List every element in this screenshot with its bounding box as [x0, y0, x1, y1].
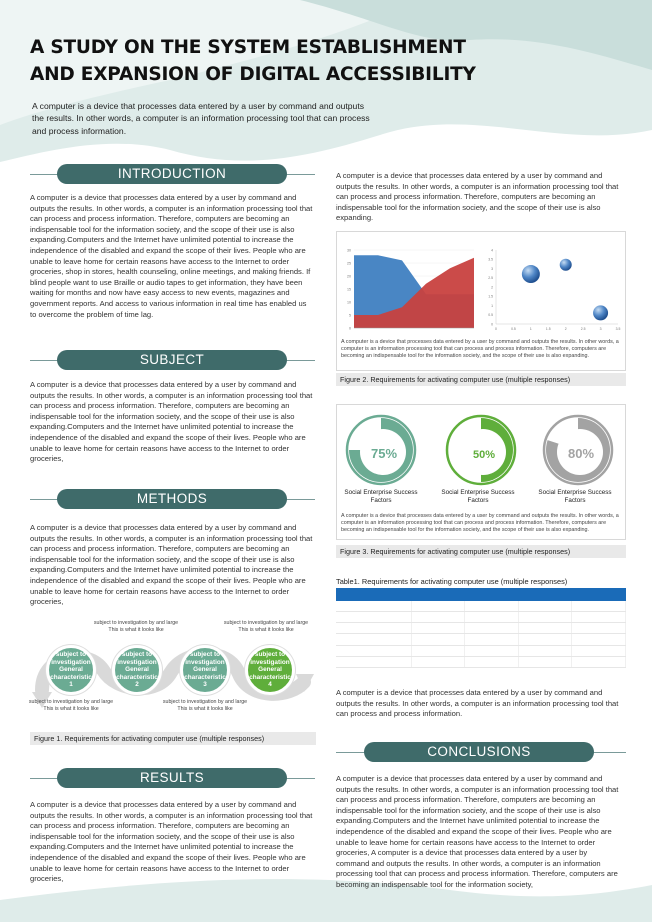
table-cell	[411, 611, 465, 622]
table-row	[336, 600, 626, 611]
bubble-point	[560, 259, 572, 271]
y-tick-label: 2.5	[488, 276, 493, 281]
figure2-caption: Figure 2. Requirements for activating computer use (multiple responses)	[336, 373, 626, 386]
pie-caption: Social Enterprise Success Factors	[441, 489, 515, 504]
lead-paragraph: A computer is a device that processes data entered by a user by command and outputs the results. In other words, a computer is an information processing tool that can process and process information.	[32, 101, 370, 136]
table-row	[336, 645, 626, 656]
y-tick-label: 1	[491, 303, 493, 308]
y-tick-label: 15	[347, 287, 351, 292]
subject-text: A computer is a device that processes data entered by a user by command and outputs the results. In other words, a computer is an information processing tool that can process and process information. Therefore, computers are becoming an indispensable tool for the information society, and the scope of their use is also expanding.Computers and the Internet have unlimited potential to increase the independence of the disabled and expand the scope of their lives. People who are unable to leave home for certain reasons have access to the Internet to order groceries,	[30, 380, 313, 464]
table-cell	[336, 645, 411, 656]
table-cell	[465, 623, 519, 634]
x-tick-label: 3.5	[615, 327, 621, 331]
table-cell	[411, 645, 465, 656]
introduction-heading: INTRODUCTION	[57, 164, 287, 184]
y-tick-label: 4	[491, 248, 493, 253]
flow-note: subject to investigation by and large This is what it looks like	[162, 699, 248, 712]
table-cell	[572, 623, 626, 634]
table-cell	[518, 600, 572, 611]
pie-caption: Social Enterprise Success Factors	[538, 489, 612, 504]
table-cell	[572, 634, 626, 645]
table-cell	[465, 656, 519, 667]
table1-title: Table1. Requirements for activating computer use (multiple responses)	[336, 577, 568, 586]
y-tick-label: 0.5	[488, 313, 493, 318]
table-cell	[411, 588, 465, 600]
table-row	[336, 588, 626, 600]
x-tick-label: 0	[495, 327, 497, 331]
x-tick-label: 2.5	[580, 327, 586, 331]
conclusions-text: A computer is a device that processes data entered by a user by command and outputs the results. In other words, a computer is an information processing tool that can process and process information. Therefore, computers are becoming an indispensable tool for the information society, and the scope of their use is also expanding.Computers and the Internet have unlimited potential to increase the independence of the disabled and expand the scope of their lives. People who are unable to leave home for certain reasons have access to the Internet to order groceries, A computer is a device that processes data entered by a user by command and outputs the results. In other words, a computer is an information processing tool that can process and process information. Therefore, computers are becoming an indispensable tool for the information society,	[336, 774, 619, 889]
figure1-caption: Figure 1. Requirements for activating computer use (multiple responses)	[30, 732, 316, 745]
table-cell	[336, 588, 411, 600]
table-cell	[411, 634, 465, 645]
bubble-point	[593, 305, 608, 320]
introduction-text: A computer is a device that processes data entered by a user by command and outputs the results. In other words, a computer is an information processing tool that can process and process information. Therefore, computers are becoming an indispensable tool for the information society, and the scope of their use is also expanding.Computers and the Internet have unlimited potential to increase the independence of the disabled and expand the scope of their lives. People who are unable to leave home for certain reasons have access to the Internet to order groceries, shop in stores, health counseling, online meetings, and making friends. If blind people want to use Braille or audio tapes to get information, they have been waiting for months and now have easy access to new events, magazines and government reports. And access to various information in real time has enabled us to overcome the problem of time lag.	[30, 193, 313, 319]
area-chart	[340, 244, 480, 336]
table-cell	[518, 656, 572, 667]
y-tick-label: 2	[491, 285, 493, 290]
y-tick-label: 30	[347, 248, 351, 253]
table-cell	[465, 634, 519, 645]
y-tick-label: 3	[491, 266, 493, 271]
table-cell	[518, 611, 572, 622]
table-cell	[465, 611, 519, 622]
y-tick-label: 1.5	[488, 294, 493, 299]
table-cell	[518, 588, 572, 600]
x-tick-label: 0.5	[511, 327, 516, 331]
x-tick-label: 1.5	[545, 327, 551, 331]
table-cell	[465, 645, 519, 656]
table-cell	[336, 600, 411, 611]
x-tick-label: 3	[599, 327, 602, 331]
table-cell	[572, 588, 626, 600]
table-row	[336, 611, 626, 622]
flow-step-3: subject to investigation General characteristic 3	[180, 645, 230, 695]
flow-step-4: subject to investigation General characteristic 4	[245, 645, 295, 695]
flow-step-2: subject to investigation General characteristic 2	[112, 645, 162, 695]
y-tick-label: 10	[347, 300, 351, 305]
bubble-point	[522, 265, 540, 283]
subject-heading: SUBJECT	[57, 350, 287, 370]
table-cell	[336, 611, 411, 622]
y-tick-label: 5	[349, 313, 351, 318]
table-cell	[572, 656, 626, 667]
pie-value-label: 80%	[567, 446, 595, 461]
figure3-note: A computer is a device that processes data entered by a user by command and outputs the results. In other words, a computer is an information processing tool that can process and process information. Therefore, computers are becoming an indispensable tool for the information society, and the scope of their use is also expanding.	[341, 513, 619, 534]
table-cell	[572, 600, 626, 611]
table-row	[336, 656, 626, 667]
right-after-table-text: A computer is a device that processes data entered by a user by command and outputs the results. In other words, a computer is an information processing tool that can process and process information.	[336, 688, 619, 719]
y-tick-label: 3.5	[488, 257, 493, 262]
table-cell	[411, 600, 465, 611]
table-cell	[518, 623, 572, 634]
results-text: A computer is a device that processes data entered by a user by command and outputs the results. In other words, a computer is an information processing tool that can process and process information. Therefore, computers are becoming an indispensable tool for the information society, and the scope of their use is also expanding.Computers and the Internet have unlimited potential to increase the independence of the disabled and expand the scope of their lives. People who are unable to leave home for certain reasons have access to the Internet to order groceries,	[30, 800, 313, 884]
results-heading: RESULTS	[57, 768, 287, 788]
poster-title: A STUDY ON THE SYSTEM ESTABLISHMENT AND EXPANSION OF DIGITAL ACCESSIBILITY	[30, 37, 476, 85]
pie-charts	[336, 408, 626, 488]
methods-heading: METHODS	[57, 489, 287, 509]
table-cell	[336, 656, 411, 667]
right-intro-text: A computer is a device that processes data entered by a user by command and outputs the results. In other words, a computer is an information processing tool that can process and process information. Therefore, computers are becoming an indispensable tool for the information society, and the scope of their use is also expanding.	[336, 171, 619, 223]
conclusions-heading: CONCLUSIONS	[364, 742, 594, 762]
table-cell	[336, 623, 411, 634]
table-cell	[411, 623, 465, 634]
flow-note: subject to investigation by and large This is what it looks like	[93, 620, 179, 633]
y-tick-label: 0	[349, 326, 351, 331]
table-cell	[465, 600, 519, 611]
methods-text: A computer is a device that processes data entered by a user by command and outputs the results. In other words, a computer is an information processing tool that can process and process information. Therefore, computers are becoming an indispensable tool for the information society, and the scope of their use is also expanding.Computers and the Internet have unlimited potential to increase the independence of the disabled and expand the scope of their lives. People who are unable to leave home for certain reasons have access to the Internet to order groceries,	[30, 523, 313, 607]
pie-value-label: 50%	[472, 449, 496, 461]
flow-note: subject to investigation by and large This is what it looks like	[223, 620, 309, 633]
table-cell	[336, 634, 411, 645]
y-tick-label: 20	[347, 274, 351, 279]
scatter-chart	[484, 244, 624, 336]
table-cell	[518, 645, 572, 656]
flow-note: subject to investigation by and large This is what it looks like	[28, 699, 114, 712]
x-tick-label: 1	[529, 327, 532, 331]
x-tick-label: 2	[564, 327, 567, 331]
pie-value-label: 75%	[370, 446, 398, 461]
table-row	[336, 634, 626, 645]
y-tick-label: 0	[491, 322, 493, 327]
table-cell	[572, 611, 626, 622]
table-row	[336, 623, 626, 634]
y-tick-label: 25	[347, 261, 351, 266]
figure2-note: A computer is a device that processes data entered by a user by command and outputs the results. In other words, a computer is an information processing tool that can process and process information. Therefore, computers are becoming an indispensable tool for the information society, and the scope of their use is also expanding.	[341, 339, 619, 360]
flow-step-1: subject to investigation General characteristic 1	[46, 645, 96, 695]
table-cell	[572, 645, 626, 656]
pie-caption: Social Enterprise Success Factors	[344, 489, 418, 504]
figure3-caption: Figure 3. Requirements for activating computer use (multiple responses)	[336, 545, 626, 558]
table-cell	[518, 634, 572, 645]
table1	[336, 588, 626, 668]
table-cell	[411, 656, 465, 667]
table-cell	[465, 588, 519, 600]
